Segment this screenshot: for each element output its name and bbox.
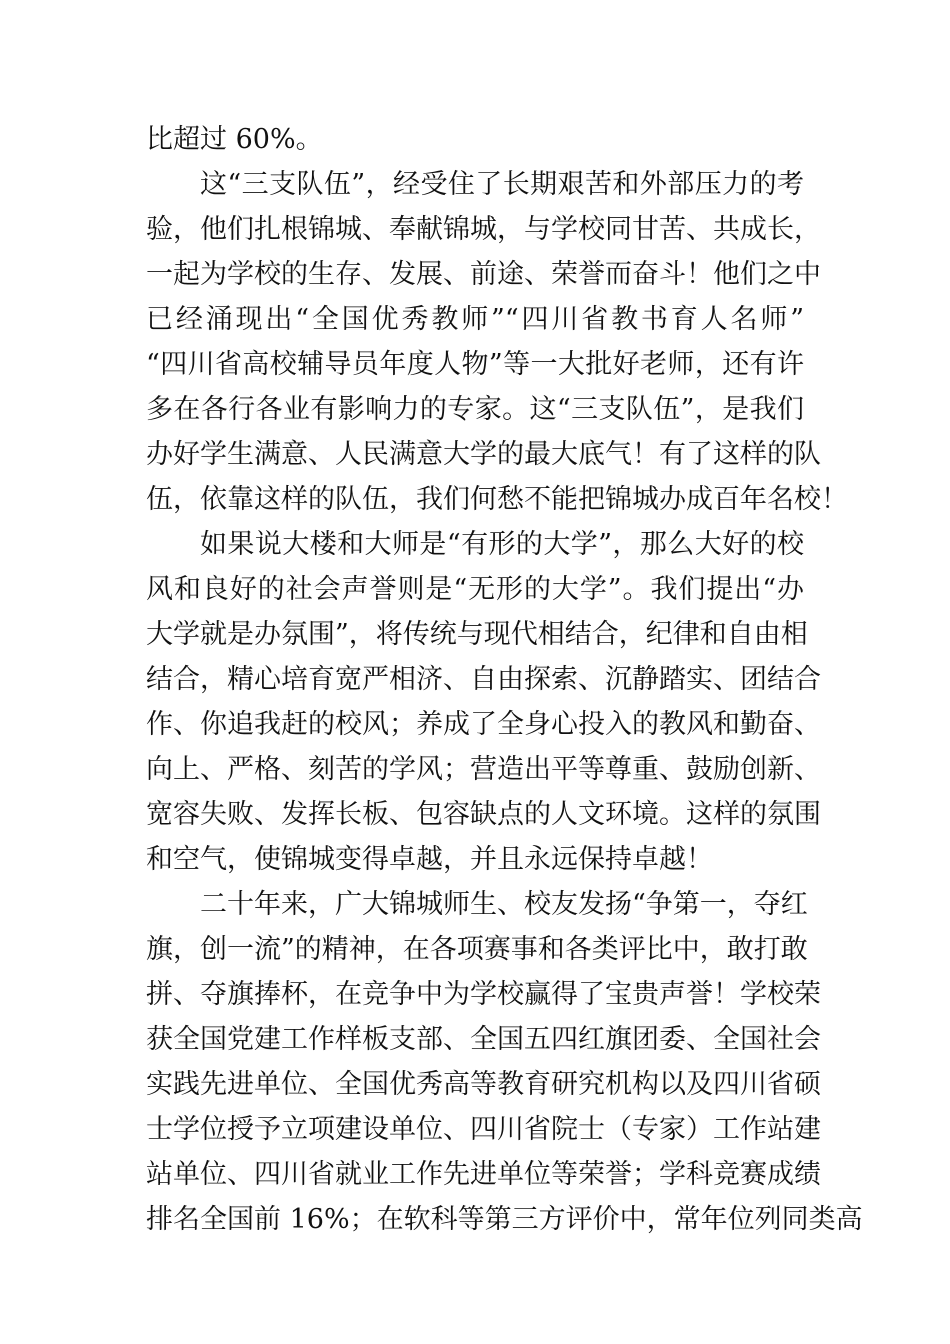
text-line: “四川省高校辅导员年度人物”等一大批好老师，还有许 [146,349,804,380]
text-line: 验，他们扎根锦城、奉献锦城，与学校同甘苦、共成长， [146,214,821,245]
paragraph-start-line: 如果说大楼和大师是“有形的大学”，那么大好的校 [200,529,804,560]
text-line: 伍，依靠这样的队伍，我们何愁不能把锦城办成百年名校！ [146,484,848,515]
text-line: 办好学生满意、人民满意大学的最大底气！有了这样的队 [146,439,821,470]
text-line: 比超过 60%。 [146,124,323,155]
text-line: 作、你追我赶的校风；养成了全身心投入的教风和勤奋、 [146,709,821,740]
text-line: 向上、严格、刻苦的学风；营造出平等尊重、鼓励创新、 [146,754,821,785]
text-line: 旗，创一流”的精神，在各项赛事和各类评比中，敢打敢 [146,934,808,965]
text-line: 一起为学校的生存、发展、前途、荣誉而奋斗！他们之中 [146,259,821,290]
paragraph-start-line: 二十年来，广大锦城师生、校友发扬“争第一，夺红 [200,889,808,920]
text-line: 获全国党建工作样板支部、全国五四红旗团委、全国社会 [146,1024,821,1055]
text-line: 多在各行各业有影响力的专家。这“三支队伍”，是我们 [146,394,804,425]
text-line: 风和良好的社会声誉则是“无形的大学”。我们提出“办 [146,574,804,605]
text-line: 拼、夺旗捧杯，在竞争中为学校赢得了宝贵声誉！学校荣 [146,979,821,1010]
text-line: 士学位授予立项建设单位、四川省院士（专家）工作站建 [146,1114,821,1145]
text-line: 宽容失败、发挥长板、包容缺点的人文环境。这样的氛围 [146,799,821,830]
text-line: 实践先进单位、全国优秀高等教育研究机构以及四川省硕 [146,1069,821,1100]
text-line: 站单位、四川省就业工作先进单位等荣誉；学科竞赛成绩 [146,1159,821,1190]
text-line: 已经涌现出“全国优秀教师”“四川省教书育人名师” [146,304,804,335]
paragraph-start-line: 这“三支队伍”，经受住了长期艰苦和外部压力的考 [200,169,804,200]
text-line: 和空气，使锦城变得卓越，并且永远保持卓越！ [146,844,713,875]
text-line: 排名全国前 16%；在软科等第三方评价中，常年位列同类高 [146,1204,863,1235]
text-line: 大学就是办氛围”，将传统与现代相结合，纪律和自由相 [146,619,808,650]
text-line: 结合，精心培育宽严相济、自由探索、沉静踏实、团结合 [146,664,821,695]
